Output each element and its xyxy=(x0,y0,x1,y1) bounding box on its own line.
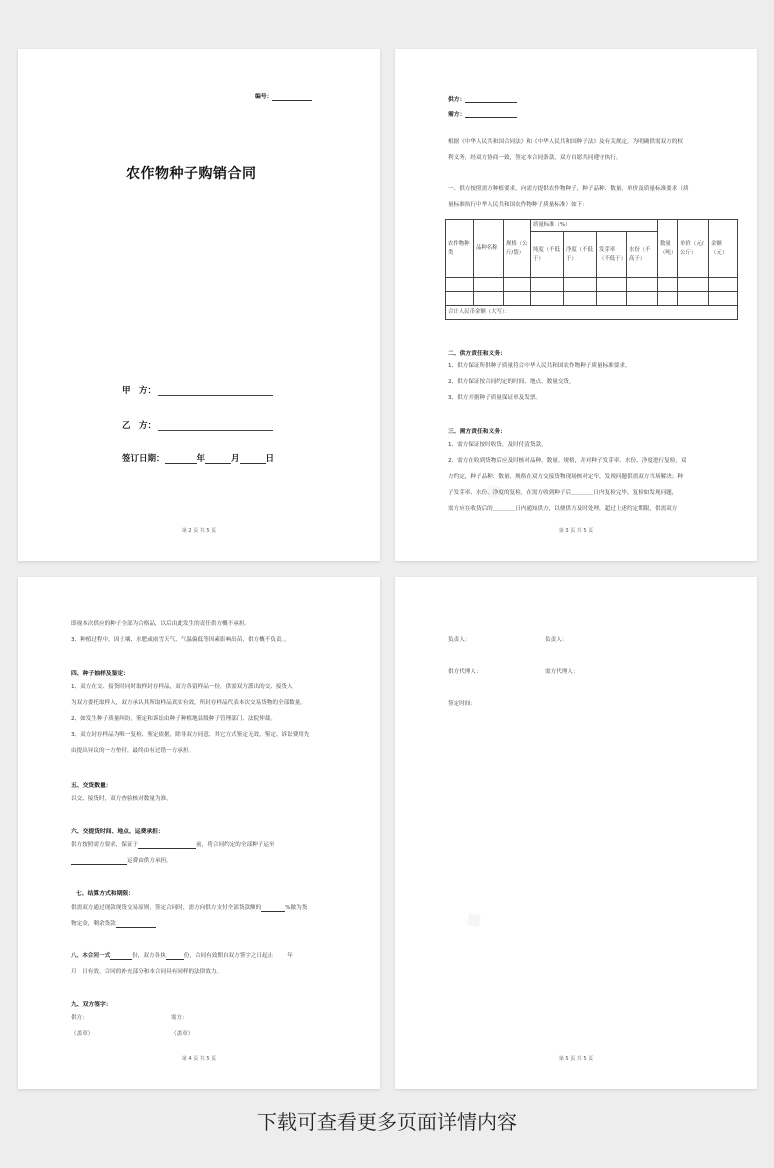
cont-line-1: 即视本次供应的种子全部为合格品，以后由此发生的责任供方概不承担。 xyxy=(71,621,251,627)
sec7-line-1: 供需双方通过现款现货交易原则，签定合同时，需方向供方支付全部货款额的 %做为货 xyxy=(71,905,308,911)
head-supplier: 负责人： xyxy=(448,637,471,643)
supplier-blank xyxy=(465,96,517,103)
header-crop: 农作物种类 xyxy=(446,220,474,278)
sec4-line-5: 由提出异议的一方垫付，最终由有过错一方承担。 xyxy=(71,748,195,754)
seal-buyer: （盖章） xyxy=(171,1031,194,1037)
sec2-line-1: 1、供方保证所供种子质量符合中华人民共和国农作物种子质量标准要求。 xyxy=(448,363,631,369)
sign-date-label: 签订日期： xyxy=(122,454,165,464)
table-total: 合计人民币金额（大写）： xyxy=(446,306,738,320)
intro-line-1: 根据《中华人民共和国合同法》和《中华人民共和国种子法》及有关规定，为明确供需双方的权 xyxy=(448,139,683,145)
watermark xyxy=(459,904,487,934)
header-water: 水份（不高于） xyxy=(627,232,658,278)
page-footer: 第 5 页 共 5 页 xyxy=(558,1056,594,1062)
party-b-label: 乙 方： xyxy=(122,421,157,431)
header-spec: 规格（公斤/袋） xyxy=(504,220,531,278)
sign-date-row xyxy=(122,452,274,464)
sec4-title: 四、种子抽样及鉴定： xyxy=(71,671,129,677)
party-b-line xyxy=(158,430,273,431)
sec4-line-3: 2、如发生种子质量纠纷，鉴定和诉讼由种子种植地县级种子管理部门、法院仲裁。 xyxy=(71,716,276,722)
party-a-line xyxy=(158,395,273,396)
sec8-line-1: 八、本合同一式 份，双方各执 份，合同有效期自双方签字之日起止 年 xyxy=(71,953,293,959)
table-row xyxy=(446,278,738,292)
sec3-line-1: 1、需方保证按时收货，及时付清货款。 xyxy=(448,442,547,448)
year-label: 年 xyxy=(196,454,206,464)
page-title: 农作物种子购销合同 xyxy=(126,166,257,182)
sec2-line-2: 2、供方保证按合同约定的时间、地点、数量交货。 xyxy=(448,379,575,385)
clause1-line-1: 一、供方按照需方种植要求，向需方提供农作物种子，种子品种、数量、单价及质量标准要求（质 xyxy=(448,186,689,192)
contract-number xyxy=(255,94,312,101)
sec4-line-1: 1、双方在交、接货时同时取样封存样品，双方各留样品一份，供需双方派出的交、接货人 xyxy=(71,684,293,690)
header-clean: 净度（不低于） xyxy=(564,232,597,278)
intro-line-2: 利义务，经双方协商一致，签定本合同条款，双方自愿共同遵守执行。 xyxy=(448,155,622,161)
party-a-label: 甲 方： xyxy=(122,386,157,396)
buyer-label: 需方： xyxy=(448,112,466,118)
supplier-label: 供方： xyxy=(448,97,466,103)
day-label: 日 xyxy=(265,454,275,464)
sec7-line-2: 物定金，剩余货款 xyxy=(71,921,156,928)
sec3-line-2: 2、需方在收到货物后应及时核对品种、数量、规格，并对种子发芽率、水份、净度进行复检，双 xyxy=(448,458,687,464)
sec6-line-1: 供方按照需方要求，保证于 前，将合同约定的全部种子运至 xyxy=(71,842,275,848)
header-purity: 纯度（不低于） xyxy=(531,232,564,278)
header-quality: 质量标准（%） xyxy=(531,220,658,232)
seed-spec-table xyxy=(445,219,738,320)
number-label: 编号： xyxy=(255,94,273,100)
year-blank xyxy=(165,454,197,464)
header-variety: 品种名称 xyxy=(474,220,504,278)
supplier-field xyxy=(448,94,517,103)
sec3-title: 三、需方责任和义务： xyxy=(448,429,506,435)
sec2-line-3: 3、供方开据种子质量保证单及发票。 xyxy=(448,395,542,401)
page-footer: 第 2 页 共 5 页 xyxy=(181,528,217,534)
contract-page-4 xyxy=(18,577,380,1089)
sec7-title: 七、结算方式和期限： xyxy=(76,891,134,897)
sec2-title: 二、供方责任和义务： xyxy=(448,351,506,357)
agent-buyer: 需方代理人： xyxy=(545,669,579,675)
agent-supplier: 供方代理人： xyxy=(448,669,482,675)
sec3-line-5: 需方应在收货后的＿＿＿＿日内通知供方，以便供方及时处理，超过上述约定期限，供需双方 xyxy=(448,506,678,512)
table-row xyxy=(446,292,738,306)
sec8-line-2: 月 日有效。合同的补充部分和本合同具有同样的法律效力。 xyxy=(71,969,223,975)
contract-page-5 xyxy=(395,577,757,1089)
contract-cover-page xyxy=(18,49,380,561)
sec4-line-4: 3、双方封存样品为唯一复检、鉴定依据，除非双方同意，其它方式鉴定无效。鉴定、诉讼费用先 xyxy=(71,732,310,738)
page-footer: 第 3 页 共 5 页 xyxy=(558,528,594,534)
balance-blank xyxy=(116,921,156,928)
sec5-title: 五、交货数量： xyxy=(71,783,112,789)
place-blank xyxy=(71,858,127,865)
buyer-field xyxy=(448,109,517,118)
percent-blank xyxy=(261,905,285,912)
buyer-blank xyxy=(465,111,517,118)
sec3-line-3: 方约定，种子品种、数量、规格在双方交接货物现场核对定牢，发现问题供需双方当场解决；种 xyxy=(448,474,683,480)
header-amount: 金额（元） xyxy=(709,220,738,278)
cont-line-2: 3、种植过程中，因土壤、水肥或雨雪天气、气温偏低等因素影响出苗，供方概不负责。。 xyxy=(71,637,290,643)
header-price: 单价（元/公斤） xyxy=(678,220,709,278)
head-buyer: 负责人： xyxy=(545,637,568,643)
seal-supplier: （盖章） xyxy=(71,1031,94,1037)
number-blank xyxy=(272,94,312,101)
sec5-line: 以交、接货时，双方查验核对数量为准。 xyxy=(71,796,172,802)
clause1-line-2: 量标准执行中华人民共和国农作物种子质量标准）如下： xyxy=(448,202,588,208)
page-footer: 第 4 页 共 5 页 xyxy=(181,1056,217,1062)
sign-time: 签定时间： xyxy=(448,701,476,707)
header-germ: 发芽率（不低于） xyxy=(597,232,627,278)
month-label: 月 xyxy=(231,454,240,464)
header-qty: 数量（吨） xyxy=(658,220,678,278)
day-blank xyxy=(240,454,266,464)
sign-supplier: 供方： xyxy=(71,1015,88,1021)
sec3-line-4: 子发芽率、水份、净度的复检，在需方收到种子后＿＿＿＿日内复检完毕，复检如发现问题， xyxy=(448,490,678,496)
date-blank xyxy=(138,842,196,849)
contract-page-3 xyxy=(395,49,757,561)
sec4-line-2: 为双方委托取样人，双方承认其所取样品真实有效，所封存样品代表本次交易货物的全部数量。 xyxy=(71,700,306,706)
sec6-line-2: 运费由供方承担。 xyxy=(71,858,172,865)
sec9-title: 九、双方签字： xyxy=(71,1002,112,1008)
download-caption: 下载可查看更多页面详情内容 xyxy=(257,1110,517,1134)
sec6-title: 六、交提货时间、地点、运费承担： xyxy=(71,829,164,835)
sign-buyer: 需方： xyxy=(171,1015,188,1021)
month-blank xyxy=(205,454,231,464)
